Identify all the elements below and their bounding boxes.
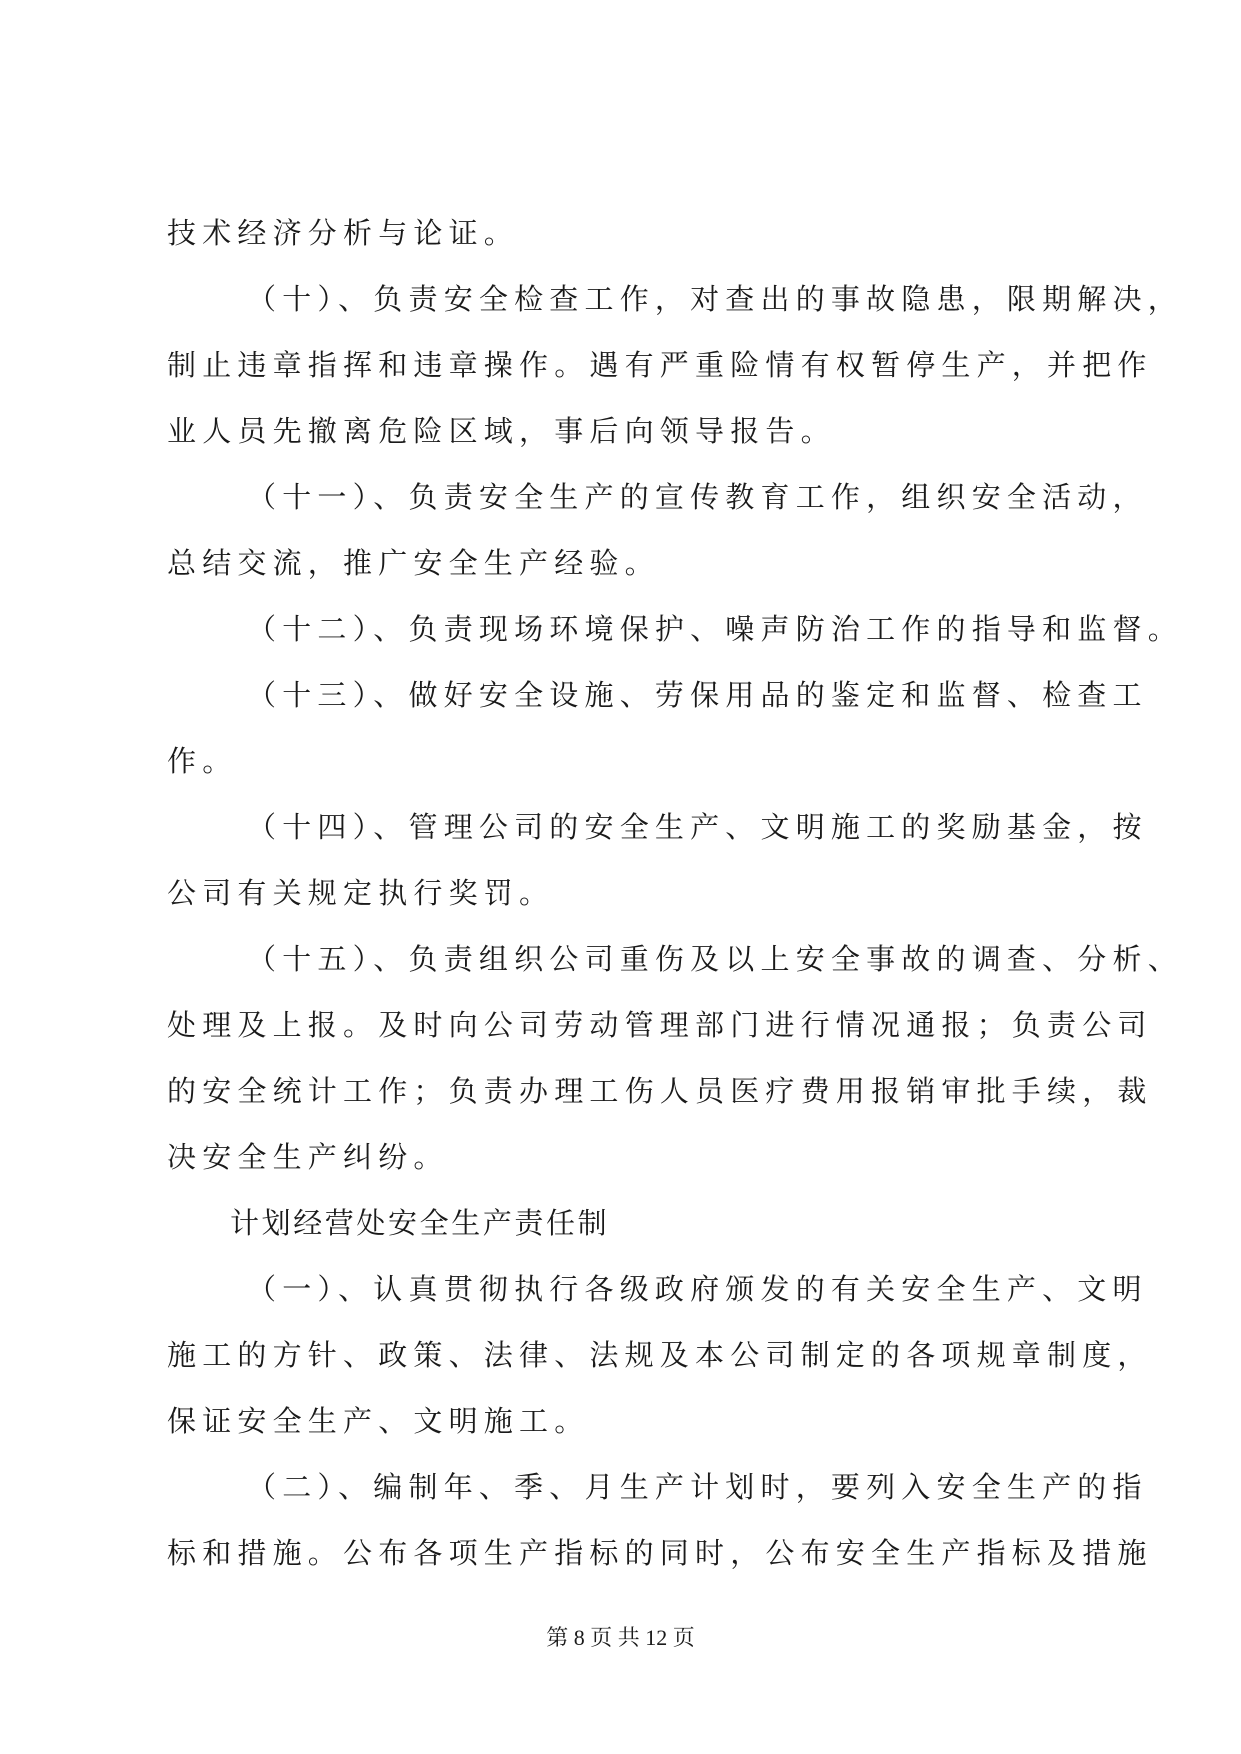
text-line: 标和措施。公布各项生产指标的同时，公布安全生产指标及措施 (167, 1536, 1153, 1570)
text-line: 决安全生产纠纷。 (167, 1140, 449, 1174)
text-line: 总结交流，推广安全生产经验。 (167, 546, 660, 580)
text-line: （十三）、做好安全设施、劳保用品的鉴定和监督、检查工 (247, 678, 1148, 712)
section-heading: 计划经营处安全生产责任制 (230, 1206, 610, 1240)
text-line: （十）、负责安全检查工作，对查出的事故隐患，限期解决， (247, 282, 1183, 316)
text-line: （十二）、负责现场环境保护、噪声防治工作的指导和监督。 (247, 612, 1183, 646)
text-line: 技术经济分析与论证。 (167, 216, 520, 250)
text-line: 制止违章指挥和违章操作。遇有严重险情有权暂停生产，并把作 (167, 348, 1153, 382)
page-footer (0, 1624, 1241, 1652)
text-line: 的安全统计工作；负责办理工伤人员医疗费用报销审批手续，裁 (167, 1074, 1153, 1108)
text-line: 业人员先撤离危险区域，事后向领导报告。 (167, 414, 836, 448)
text-line: 保证安全生产、文明施工。 (167, 1404, 590, 1438)
text-line: 施工的方针、政策、法律、法规及本公司制定的各项规章制度， (167, 1338, 1153, 1372)
text-line: （一）、认真贯彻执行各级政府颁发的有关安全生产、文明 (247, 1272, 1148, 1306)
text-line: （十四）、管理公司的安全生产、文明施工的奖励基金，按 (247, 810, 1148, 844)
document-body (167, 200, 1183, 1586)
text-line: 处理及上报。及时向公司劳动管理部门进行情况通报；负责公司 (167, 1008, 1153, 1042)
text-line: （十一）、负责安全生产的宣传教育工作，组织安全活动， (247, 480, 1148, 514)
text-line: 作。 (167, 744, 238, 778)
text-line: （十五）、负责组织公司重伤及以上安全事故的调查、分析、 (247, 942, 1183, 976)
text-line: （二）、编制年、季、月生产计划时，要列入安全生产的指 (247, 1470, 1148, 1504)
text-line: 公司有关规定执行奖罚。 (167, 876, 555, 910)
page-number-label: 第 8 页 共 12 页 (546, 1625, 695, 1650)
